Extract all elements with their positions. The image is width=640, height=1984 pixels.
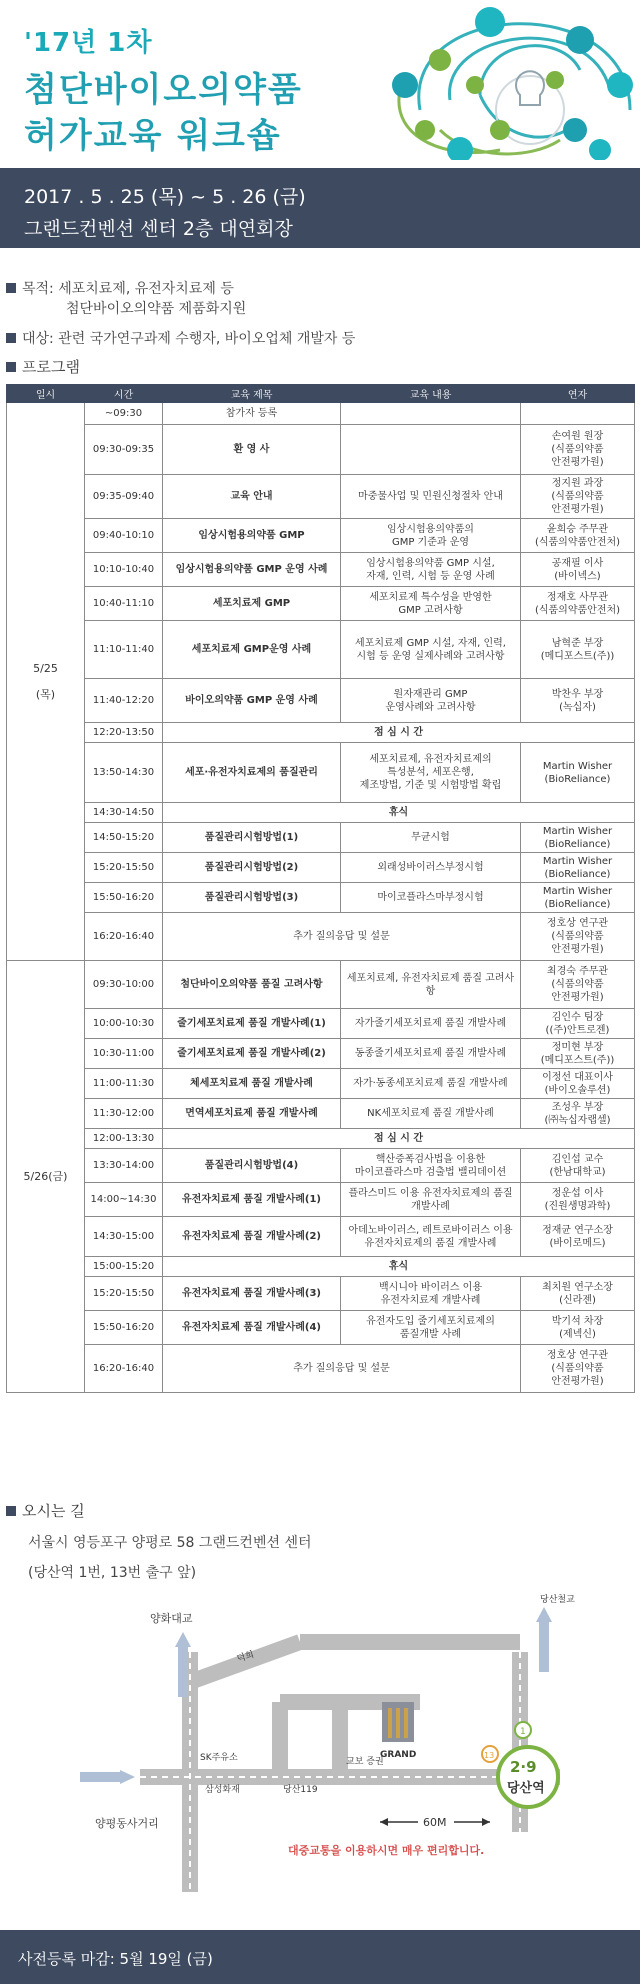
- session-title: 교육 안내: [163, 475, 341, 519]
- grand-building-icon: [382, 1702, 414, 1742]
- session-time: 10:10-10:40: [85, 553, 163, 587]
- session-content: 아데노바이러스, 레트로바이러스 이용 유전자치료제의 품질 개발사례: [341, 1217, 521, 1257]
- session-speaker: 조성우 부장 (㈜녹십자랩셀): [521, 1099, 635, 1129]
- session-speaker: 정미현 부장 (메디포스트(주)): [521, 1039, 635, 1069]
- session-title: 참가자 등록: [163, 403, 341, 425]
- session-time: 09:40-10:10: [85, 519, 163, 553]
- table-row: [7, 1183, 635, 1217]
- table-row: [7, 1217, 635, 1257]
- session-title: 추가 질의응답 및 설문: [163, 1345, 521, 1393]
- session-content: [341, 425, 521, 475]
- purpose-line: 목적: 세포치료제, 유전자치료제 등: [6, 278, 234, 298]
- event-venue: 그랜드컨벤션 센터 2층 대연회장: [24, 218, 293, 240]
- event-date-band: [0, 168, 640, 248]
- session-content: 원자재관리 GMP 운영사례와 고려사항: [341, 679, 521, 723]
- session-time: 11:40-12:20: [85, 679, 163, 723]
- hero-year: '17년 1차: [24, 28, 153, 58]
- session-content: 자가·동종세포치료제 품질 개발사례: [341, 1069, 521, 1099]
- session-title: 품질관리시험방법(3): [163, 883, 341, 913]
- table-row: [7, 1277, 635, 1311]
- session-title: 세포·유전자치료제의 품질관리: [163, 743, 341, 803]
- session-speaker: Martin Wisher (BioReliance): [521, 883, 635, 913]
- network-illustration: [330, 0, 640, 160]
- day1-date: 5/25: [33, 662, 58, 675]
- session-speaker: 이정선 대표이사 (바이오솔루션): [521, 1069, 635, 1099]
- session-content: 플라스미드 이용 유전자치료제의 품질 개발사례: [341, 1183, 521, 1217]
- session-content: 자가줄기세포치료제 품질 개발사례: [341, 1009, 521, 1039]
- session-speaker: 박찬우 부장 (녹십자): [521, 679, 635, 723]
- table-row: [7, 621, 635, 679]
- session-speaker: [521, 403, 635, 425]
- session-title: 유전자치료제 품질 개발사례(4): [163, 1311, 341, 1345]
- session-span: 점 심 시 간: [163, 723, 635, 743]
- session-time: 11:30-12:00: [85, 1099, 163, 1129]
- station-name: 당산역: [507, 1781, 545, 1796]
- hero-title-line1: 첨단바이오의약품: [24, 70, 303, 110]
- transit-note: 대중교통을 이용하시면 매우 편리합니다.: [288, 1844, 485, 1857]
- session-time: 15:20-15:50: [85, 1277, 163, 1311]
- session-title: 첨단바이오의약품 품질 고려사항: [163, 961, 341, 1009]
- session-title: 체세포치료제 품질 개발사례: [163, 1069, 341, 1099]
- table-row: [7, 1345, 635, 1393]
- table-row: [7, 553, 635, 587]
- session-title: 유전자치료제 품질 개발사례(3): [163, 1277, 341, 1311]
- session-content: 세포치료제 특수성을 반영한 GMP 고려사항: [341, 587, 521, 621]
- session-content: 백시니아 바이러스 이용 유전자치료제 개발사례: [341, 1277, 521, 1311]
- session-speaker: 정재균 연구소장 (바이로메드): [521, 1217, 635, 1257]
- session-span: 휴식: [163, 1257, 635, 1277]
- session-title: 임상시험용의약품 GMP: [163, 519, 341, 553]
- table-row: [7, 743, 635, 803]
- session-speaker: 정지원 과장 (식품의약품 안전평가원): [521, 475, 635, 519]
- session-speaker: 공재필 이사 (바이넥스): [521, 553, 635, 587]
- session-title: 유전자치료제 품질 개발사례(1): [163, 1183, 341, 1217]
- session-title: 유전자치료제 품질 개발사례(2): [163, 1217, 341, 1257]
- session-title: 줄기세포치료제 품질 개발사례(1): [163, 1009, 341, 1039]
- session-content: 임상시험용의약품 GMP 시설, 자재, 인력, 시험 등 운영 사례: [341, 553, 521, 587]
- session-time: 10:40-11:10: [85, 587, 163, 621]
- session-title: 줄기세포치료제 품질 개발사례(2): [163, 1039, 341, 1069]
- session-speaker: 정운섭 이사 (진원생명과학): [521, 1183, 635, 1217]
- session-title: 면역세포치료제 품질 개발사례: [163, 1099, 341, 1129]
- session-content: [341, 403, 521, 425]
- session-time: 11:00-11:30: [85, 1069, 163, 1099]
- table-row: [7, 1129, 635, 1149]
- venue-address: 서울시 영등포구 양평로 58 그랜드컨벤션 센터: [28, 1535, 312, 1551]
- location-map: [0, 1592, 640, 1912]
- hero-banner: [0, 0, 640, 160]
- session-content: 유전자도입 줄기세포치료제의 품질개발 사례: [341, 1311, 521, 1345]
- day1-weekday: (목): [35, 688, 56, 701]
- table-row: [7, 1257, 635, 1277]
- day-label: [7, 403, 85, 961]
- session-speaker: 김인수 팀장 ((주)안트로젠): [521, 1009, 635, 1039]
- station-marker: [498, 1747, 558, 1807]
- session-title: 세포치료제 GMP: [163, 587, 341, 621]
- station-line: 2·9: [510, 1758, 537, 1776]
- session-content: 세포치료제, 유전자치료제 품질 고려사항: [341, 961, 521, 1009]
- icon-bubbles: [392, 7, 633, 160]
- session-title: 품질관리시험방법(4): [163, 1149, 341, 1183]
- session-title: 품질관리시험방법(2): [163, 853, 341, 883]
- map-distance: 60M: [423, 1816, 447, 1829]
- map-grand-label: GRAND: [380, 1750, 417, 1760]
- session-content: 외래성바이러스부정시험: [341, 853, 521, 883]
- registration-deadline-bar: [0, 1930, 640, 1984]
- session-time: 16:20-16:40: [85, 1345, 163, 1393]
- target-line: 대상: 관련 국가연구과제 수행자, 바이오업체 개발자 등: [6, 328, 355, 348]
- map-gas-label: SK주유소: [200, 1753, 238, 1763]
- table-row: [7, 1069, 635, 1099]
- map-intersection-label: 양평동사거리: [95, 1817, 159, 1830]
- session-time: 12:00-13:30: [85, 1129, 163, 1149]
- bullet-square-icon: [6, 333, 16, 343]
- header-time: 시간: [85, 385, 163, 403]
- session-title: 세포치료제 GMP운영 사례: [163, 621, 341, 679]
- session-speaker: 최경숙 주무관 (식품의약품 안전평가원): [521, 961, 635, 1009]
- session-time: 09:30-10:00: [85, 961, 163, 1009]
- table-row: [7, 519, 635, 553]
- session-speaker: 윤희승 주무관 (식품의약품안전처): [521, 519, 635, 553]
- session-time: 12:20-13:50: [85, 723, 163, 743]
- venue-note: (당산역 1번, 13번 출구 앞): [28, 1565, 197, 1581]
- session-time: ~09:30: [85, 403, 163, 425]
- map-fire-label: 당산119: [283, 1785, 318, 1795]
- session-speaker: 남혁준 부장 (메디포스트(주)): [521, 621, 635, 679]
- table-row: [7, 1311, 635, 1345]
- session-speaker: 정호상 연구관 (식품의약품 안전평가원): [521, 913, 635, 961]
- exit-1-badge: 1: [520, 1727, 526, 1737]
- map-junction-label: 당산철교: [540, 1595, 575, 1605]
- bullet-square-icon: [6, 283, 16, 293]
- session-content: 무균시험: [341, 823, 521, 853]
- bullet-square-icon: [6, 362, 16, 372]
- target-text: 관련 국가연구과제 수행자, 바이오업체 개발자 등: [58, 331, 356, 347]
- session-title: 환 영 사: [163, 425, 341, 475]
- session-content: 마이코플라스마부정시험: [341, 883, 521, 913]
- map-police-label: 교보 증권: [346, 1757, 384, 1767]
- table-row: [7, 1099, 635, 1129]
- session-title: 임상시험용의약품 GMP 운영 사례: [163, 553, 341, 587]
- program-table: [6, 384, 635, 1393]
- map-bridge-label: 양화대교: [150, 1612, 193, 1625]
- table-row: [7, 475, 635, 519]
- session-content: 세포치료제 GMP 시설, 자재, 인력, 시험 등 운영 실제사례와 고려사항: [341, 621, 521, 679]
- table-row: [7, 1009, 635, 1039]
- session-time: 14:30-14:50: [85, 803, 163, 823]
- session-speaker: 김인섭 교수 (한남대학교): [521, 1149, 635, 1183]
- table-row: [7, 961, 635, 1009]
- map-samsung-label: 삼성화재: [205, 1785, 240, 1795]
- table-row: [7, 823, 635, 853]
- header-date: 일시: [7, 385, 85, 403]
- session-time: 14:50-15:20: [85, 823, 163, 853]
- session-speaker: 정호상 연구관 (식품의약품 안전평가원): [521, 1345, 635, 1393]
- session-speaker: 최치원 연구소장 (신라젠): [521, 1277, 635, 1311]
- map-road-tag: 덕희: [235, 1649, 256, 1665]
- table-row: [7, 853, 635, 883]
- program-heading: 프로그램: [6, 356, 80, 377]
- session-time: 13:50-14:30: [85, 743, 163, 803]
- table-row: [7, 723, 635, 743]
- day2-date: 5/26(금): [23, 1170, 68, 1183]
- session-time: 15:20-15:50: [85, 853, 163, 883]
- session-content: 임상시험용의약품의 GMP 기준과 운영: [341, 519, 521, 553]
- session-time: 14:30-15:00: [85, 1217, 163, 1257]
- purpose-text-2: 첨단바이오의약품 제품화지원: [66, 301, 247, 317]
- table-row: [7, 803, 635, 823]
- hero-title-line2: 허가교육 워크숍: [24, 116, 282, 156]
- session-speaker: 박기석 차장 (제넥신): [521, 1311, 635, 1345]
- session-time: 13:30-14:00: [85, 1149, 163, 1183]
- header-content: 교육 내용: [341, 385, 521, 403]
- program-table-body: [7, 403, 635, 1393]
- header-speaker: 연자: [521, 385, 635, 403]
- session-span: 휴식: [163, 803, 635, 823]
- table-row: [7, 1149, 635, 1183]
- directions-heading: 오시는 길: [6, 1500, 85, 1521]
- session-content: 핵산증폭검사법을 이용한 마이코플라스마 검출법 밸리데이션: [341, 1149, 521, 1183]
- session-title: 추가 질의응답 및 설문: [163, 913, 521, 961]
- session-time: 09:30-09:35: [85, 425, 163, 475]
- session-speaker: Martin Wisher (BioReliance): [521, 743, 635, 803]
- session-speaker: 정재호 사무관 (식품의약품안전처): [521, 587, 635, 621]
- event-date: 2017 . 5 . 25 (목) ~ 5 . 26 (금): [24, 186, 306, 208]
- session-time: 15:50-16:20: [85, 883, 163, 913]
- header-title: 교육 제목: [163, 385, 341, 403]
- table-row: [7, 913, 635, 961]
- table-row: [7, 403, 635, 425]
- session-time: 15:00-15:20: [85, 1257, 163, 1277]
- session-span: 점 심 시 간: [163, 1129, 635, 1149]
- session-time: 11:10-11:40: [85, 621, 163, 679]
- session-time: 10:30-11:00: [85, 1039, 163, 1069]
- session-title: 품질관리시험방법(1): [163, 823, 341, 853]
- table-row: [7, 883, 635, 913]
- session-time: 15:50-16:20: [85, 1311, 163, 1345]
- table-header-row: [7, 385, 635, 403]
- session-speaker: 손여원 원장 (식품의약품 안전평가원): [521, 425, 635, 475]
- session-content: NK세포치료제 품질 개발사례: [341, 1099, 521, 1129]
- exit-13-badge: 13: [484, 1751, 495, 1760]
- session-time: 09:35-09:40: [85, 475, 163, 519]
- table-row: [7, 425, 635, 475]
- table-row: [7, 587, 635, 621]
- day-label: [7, 961, 85, 1393]
- session-content: 마중물사업 및 민원신청절차 안내: [341, 475, 521, 519]
- registration-deadline: 사전등록 마감: 5월 19일 (금): [18, 1950, 213, 1968]
- session-time: 10:00-10:30: [85, 1009, 163, 1039]
- bullet-square-icon: [6, 1506, 16, 1516]
- session-title: 바이오의약품 GMP 운영 사례: [163, 679, 341, 723]
- session-speaker: Martin Wisher (BioReliance): [521, 853, 635, 883]
- table-row: [7, 679, 635, 723]
- session-time: 14:00~14:30: [85, 1183, 163, 1217]
- session-content: 세포치료제, 유전자치료제의 특성분석, 세포은행, 제조방법, 기준 및 시험방법 확립: [341, 743, 521, 803]
- purpose-text-1: 세포치료제, 유전자치료제 등: [58, 281, 234, 297]
- session-content: 동종줄기세포치료제 품질 개발사례: [341, 1039, 521, 1069]
- session-time: 16:20-16:40: [85, 913, 163, 961]
- session-speaker: Martin Wisher (BioReliance): [521, 823, 635, 853]
- table-row: [7, 1039, 635, 1069]
